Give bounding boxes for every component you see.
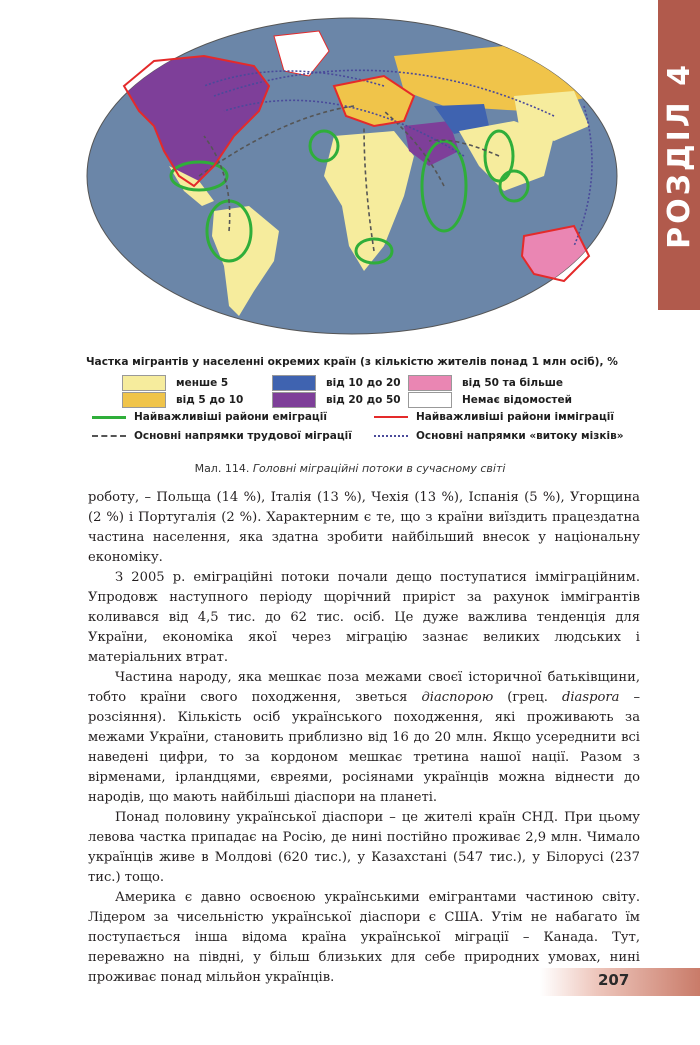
- term-diaspora: діаспорою: [421, 690, 494, 705]
- legend-20to50: від 20 до 50: [272, 392, 401, 408]
- page-number: 207: [598, 971, 630, 989]
- legend-50plus: від 50 та більше: [408, 375, 563, 391]
- legend-brain: Основні напрямки «витоку мізків»: [374, 430, 624, 442]
- swatch-50plus: [408, 375, 452, 391]
- paragraph-5: Америка є давно освоєною українськими емігрантами частиною світу. Лідером за чисельністю української діаспори є США. Утім не набагато їм поступається інша відома країна української міграції – Канада. Тут, переважно на півдні, у більш близьких для себе природних умовах, нині проживає понад мільйон українців.: [88, 890, 640, 985]
- paragraph-1: роботу, – Польща (14 %), Італія (13 %), Чехія (13 %), Іспанія (5 %), Угорщина (2 %) і Португалія (2 %). Характерним є те, що з країни виїздить працездатна частина населення, яка здатна зробити найбільший внесок у національну економіку.: [88, 490, 640, 565]
- brain-line: [374, 435, 408, 437]
- swatch-no-data: [408, 392, 452, 408]
- migration-world-map: [84, 16, 620, 342]
- legend-emigration: Найважливіші райони еміграції: [92, 411, 327, 423]
- chapter-label: РОЗДІЛ 4: [661, 61, 697, 249]
- legend-title: Частка мігрантів у населенні окремих країн (з кількістю жителів понад 1 млн осіб), %: [86, 356, 618, 368]
- term-greek: diaspora: [561, 690, 620, 705]
- legend-lt5: менше 5: [122, 375, 228, 391]
- swatch-lt5: [122, 375, 166, 391]
- figure-caption: [0, 462, 700, 475]
- map-svg: [84, 16, 620, 342]
- body-text: [88, 488, 640, 988]
- caption-text: Головні міграційні потоки в сучасному світі: [252, 462, 506, 475]
- swatch-5to10: [122, 392, 166, 408]
- paragraph-2: З 2005 р. еміграційні потоки почали дещо поступатися імміграційним. Упродовж наступного періоду щорічний приріст за рахунок іммігрантів коливався від 4,5 тис. до 62 тис. осіб. Це дуже важлива тенденція для України, економіка якої через міграцію зазнає великих людських і матеріальних втрат.: [88, 570, 640, 665]
- legend-5to10: від 5 до 10: [122, 392, 243, 408]
- chapter-side-tab: [658, 0, 700, 310]
- legend-immigration: Найважливіші райони імміграції: [374, 411, 614, 423]
- caption-label: Мал. 114.: [194, 462, 250, 475]
- legend-labor: Основні напрямки трудової міграції: [92, 430, 352, 442]
- paragraph-4: Понад половину української діаспори – це жителі країн СНД. При цьому левова частка припадає на Росію, де нині постійно проживає 2,9 млн. Чимало українців живе в Молдові (620 тис.), у Казахстані (547 тис.), у Білорусі (237 тис.) тощо.: [88, 810, 640, 885]
- paragraph-3: Частина народу, яка мешкає поза межами своєї історичної батьківщини, тобто країни свого походження, зветься діаспорою (грец. diaspora – розсіяння). Кількість осіб українського походження, які проживають за межами України, становить приблизно від 16 до 20 млн. Якщо усереднити всі наведені цифри, то за кордоном мешкає третина нашої нації. Разом з вірменами, ірландцями, євреями, росіянами українців можна віднести до народів, що мають найбільші діаспори на планеті.: [88, 670, 640, 805]
- legend-no-data: Немає відомостей: [408, 392, 572, 408]
- swatch-20to50: [272, 392, 316, 408]
- labor-line: [92, 435, 126, 437]
- immigration-line: [374, 416, 408, 418]
- swatch-10to20: [272, 375, 316, 391]
- legend-10to20: від 10 до 20: [272, 375, 401, 391]
- emigration-line: [92, 416, 126, 419]
